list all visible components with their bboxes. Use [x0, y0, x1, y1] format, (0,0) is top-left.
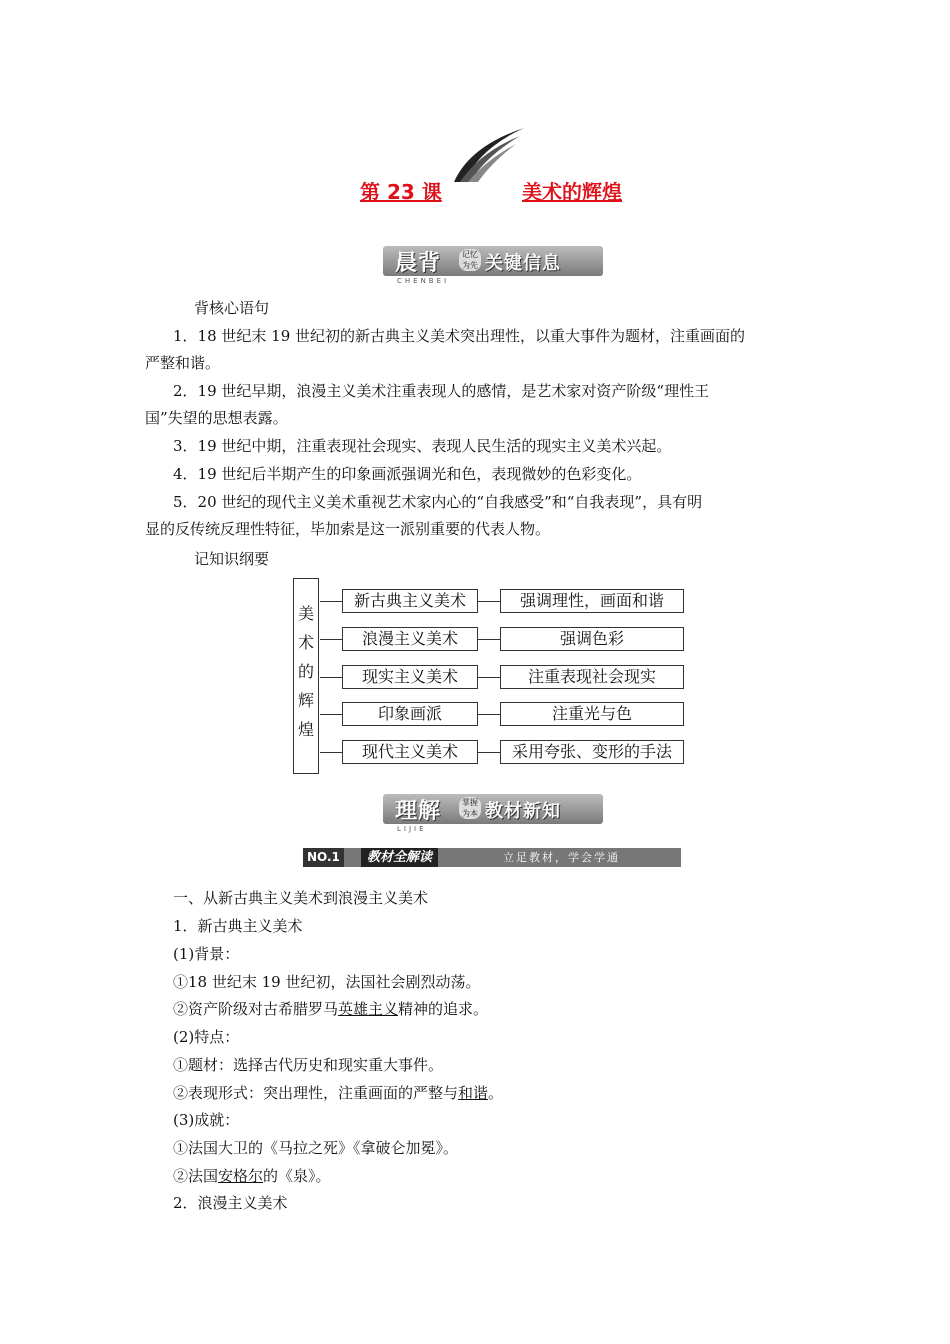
- body-heading-2: 1．新古典主义美术: [173, 917, 303, 935]
- outline-school: 印象画派: [342, 702, 478, 726]
- banner-right-text: 教材新知: [485, 801, 561, 822]
- banner-right-text: 关键信息: [485, 253, 561, 274]
- lijie-banner: [383, 794, 603, 833]
- banner-pinyin: CHENBEI: [397, 277, 450, 285]
- key-sentence: 1．18 世纪末 19 世纪初的新古典主义美术突出理性，以重大事件为题材，注重画面的: [173, 327, 746, 345]
- outline-feature: 注重表现社会现实: [500, 665, 684, 689]
- achievement-point-2: ②法国安格尔的《泉》。: [173, 1167, 331, 1185]
- key-sentence: 3．19 世纪中期，注重表现社会现实、表现人民生活的现实主义美术兴起。: [173, 437, 672, 455]
- no1-badge: NO.1: [303, 848, 344, 867]
- outline-root-label: 美术的辉煌: [298, 604, 315, 739]
- banner-main-text: 晨背: [395, 251, 442, 276]
- section-heading-outline: 记知识纲要: [194, 550, 270, 568]
- feature-point-1: ①题材：选择古代历史和现实重大事件。: [173, 1056, 444, 1074]
- no1-slogan: 立足教材，学会学通: [503, 851, 620, 864]
- features-label: (2)特点：: [173, 1028, 240, 1046]
- background-label: (1)背景：: [173, 945, 240, 963]
- section-heading-core-sentences: 背核心语句: [194, 299, 270, 317]
- feature-point-2: ②表现形式：突出理性，注重画面的严整与和谐。: [173, 1084, 504, 1102]
- outline-school: 浪漫主义美术: [342, 627, 478, 651]
- lesson-name: 美术的辉煌: [522, 180, 622, 204]
- no1-title: 教材全解读: [361, 848, 438, 867]
- key-sentence: 显的反传统反理性特征，毕加索是这一派别重要的代表人物。: [145, 520, 551, 538]
- swoosh-decoration: [450, 126, 530, 186]
- body-heading-3: 2．浪漫主义美术: [173, 1194, 288, 1212]
- outline-school: 现代主义美术: [342, 740, 478, 764]
- achievements-label: (3)成就：: [173, 1111, 240, 1129]
- outline-school: 新古典主义美术: [342, 589, 478, 613]
- outline-root: [293, 578, 319, 774]
- no1-section-bar: [303, 848, 681, 867]
- banner-small-text: 记忆为先: [459, 249, 481, 271]
- outline-feature: 注重光与色: [500, 702, 684, 726]
- background-point-1: ①18 世纪末 19 世纪初，法国社会剧烈动荡。: [173, 973, 481, 991]
- key-sentence: 2．19 世纪早期，浪漫主义美术注重表现人的感情，是艺术家对资产阶级“理性王: [173, 382, 710, 400]
- outline-school: 现实主义美术: [342, 665, 478, 689]
- key-sentence: 严整和谐。: [145, 354, 221, 372]
- banner-small-text: 掌握为本: [459, 797, 481, 819]
- key-sentence: 国”失望的思想表露。: [145, 409, 288, 427]
- body-heading-1: 一、从新古典主义美术到浪漫主义美术: [173, 889, 429, 907]
- background-point-2: ②资产阶级对古希腊罗马英雄主义精神的追求。: [173, 1000, 489, 1018]
- banner-main-text: 理解: [395, 799, 442, 824]
- lesson-number: 第 23 课: [360, 180, 442, 204]
- achievement-point-1: ①法国大卫的《马拉之死》《拿破仑加冕》。: [173, 1139, 459, 1157]
- outline-feature: 强调理性，画面和谐: [500, 589, 684, 613]
- outline-feature: 采用夸张、变形的手法: [500, 740, 684, 764]
- banner-pinyin: LIJIE: [397, 825, 427, 833]
- key-sentence: 4．19 世纪后半期产生的印象画派强调光和色，表现微妙的色彩变化。: [173, 465, 642, 483]
- chenbei-banner: [383, 246, 603, 285]
- outline-feature: 强调色彩: [500, 627, 684, 651]
- key-sentence: 5．20 世纪的现代主义美术重视艺术家内心的“自我感受”和“自我表现”，具有明: [173, 493, 703, 511]
